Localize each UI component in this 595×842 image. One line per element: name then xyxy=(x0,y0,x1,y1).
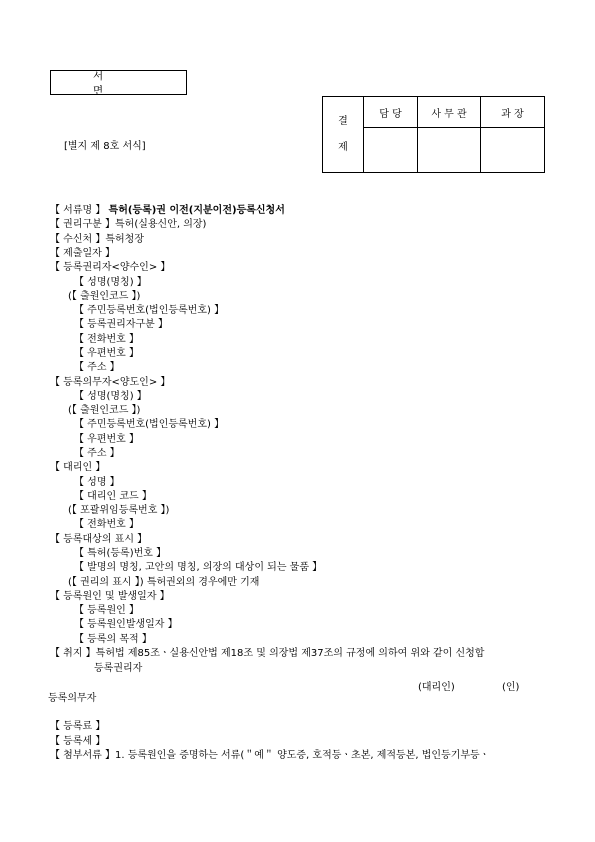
agent-phone: 【 전화번호 】 xyxy=(74,519,139,530)
agent-power-no: (【 포괄위임등록번호 】) xyxy=(68,505,170,516)
subject-heading: 【 등록대상의 표시 】 xyxy=(50,534,148,545)
approval-col-staff: 담 당 xyxy=(364,97,418,128)
cause-date: 【 등록원인발생일자 】 xyxy=(74,619,178,630)
assignor-address: 【 주소 】 xyxy=(74,448,120,459)
fee: 【 등록료 】 xyxy=(50,721,106,732)
assignee-code: (【 출원인코드 】) xyxy=(68,291,141,302)
intent-line: 【 취지 】특허법 제85조ㆍ실용신안법 제18조 및 의장법 제37조의 규정에 의하여 위와 같이 신청합 xyxy=(50,648,485,659)
agent-name: 【 성명 】 xyxy=(74,477,120,488)
assignor-zip: 【 우편번호 】 xyxy=(74,434,139,445)
form-title: 서 면 xyxy=(93,69,146,97)
subject-right: (【 권리의 표시 】) 특허권외의 경우에만 기재 xyxy=(68,577,260,588)
approval-sign-staff[interactable] xyxy=(364,128,418,173)
obligor-label: 등록의무자 xyxy=(48,693,97,704)
agent-heading: 【 대리인 】 xyxy=(50,462,106,473)
recipient: 【 수신처 】특허청장 xyxy=(50,234,144,245)
assignee-type: 【 등록권리자구분 】 xyxy=(74,319,168,330)
assignee-name: 【 성명(명칭) 】 xyxy=(74,277,147,288)
assignor-heading: 【 등록의무자<양도인> 】 xyxy=(50,377,171,388)
assignee-zip: 【 우편번호 】 xyxy=(74,348,139,359)
form-title-box xyxy=(50,70,187,95)
doc-name-key: 【 서류명 】 xyxy=(50,205,106,216)
approval-sign-officer[interactable] xyxy=(418,128,481,173)
doc-name-line xyxy=(50,204,285,218)
submit-date: 【 제출일자 】 xyxy=(50,248,115,259)
assignor-name: 【 성명(명칭) 】 xyxy=(74,391,147,402)
assignee-regno: 【 주민등록번호(법인등록번호) 】 xyxy=(74,305,225,316)
approval-label-top: 결 xyxy=(338,115,348,127)
agent-code: 【 대리인 코드 】 xyxy=(74,491,152,502)
assignee-phone: 【 전화번호 】 xyxy=(74,334,139,345)
cause-purpose: 【 등록의 목적 】 xyxy=(74,634,152,645)
right-type: 【 권리구분 】특허(실용신안, 의장) xyxy=(50,219,207,230)
assignee-heading: 【 등록권리자<양수인> 】 xyxy=(50,262,171,273)
attachments: 【 첨부서류 】1. 등록원인을 증명하는 서류(＂예＂ 양도증, 호적등ㆍ초본, 제적등본, 법인등기부등ㆍ xyxy=(50,750,490,761)
approval-col-chief: 과 장 xyxy=(481,97,545,128)
approval-table xyxy=(322,96,545,173)
assignor-regno: 【 주민등록번호(법인등록번호) 】 xyxy=(74,419,225,430)
approval-label-bottom: 제 xyxy=(338,141,348,153)
tax: 【 등록세 】 xyxy=(50,736,106,747)
intent-assignee: 등록권리자 xyxy=(94,663,143,674)
approval-sign-chief[interactable] xyxy=(481,128,545,173)
cause-reason: 【 등록원인 】 xyxy=(74,605,139,616)
doc-name-value: 특허(등록)권 이전(지분이전)등록신청서 xyxy=(108,205,285,216)
assignee-address: 【 주소 】 xyxy=(74,362,120,373)
cause-heading: 【 등록원인 및 발생일자 】 xyxy=(50,591,170,602)
assignor-code: (【 출원인코드 】) xyxy=(68,405,141,416)
approval-col-officer: 사 무 관 xyxy=(418,97,481,128)
subject-title: 【 발명의 명칭, 고안의 명칭, 의장의 대상이 되는 물품 】 xyxy=(74,562,323,573)
subject-number: 【 특허(등록)번호 】 xyxy=(74,548,167,559)
agent-sign-label: (대리인) xyxy=(418,682,455,693)
approval-label xyxy=(323,97,364,173)
seal-mark: (인) xyxy=(502,682,520,693)
form-number: [별지 제 8호 서식] xyxy=(64,141,146,152)
